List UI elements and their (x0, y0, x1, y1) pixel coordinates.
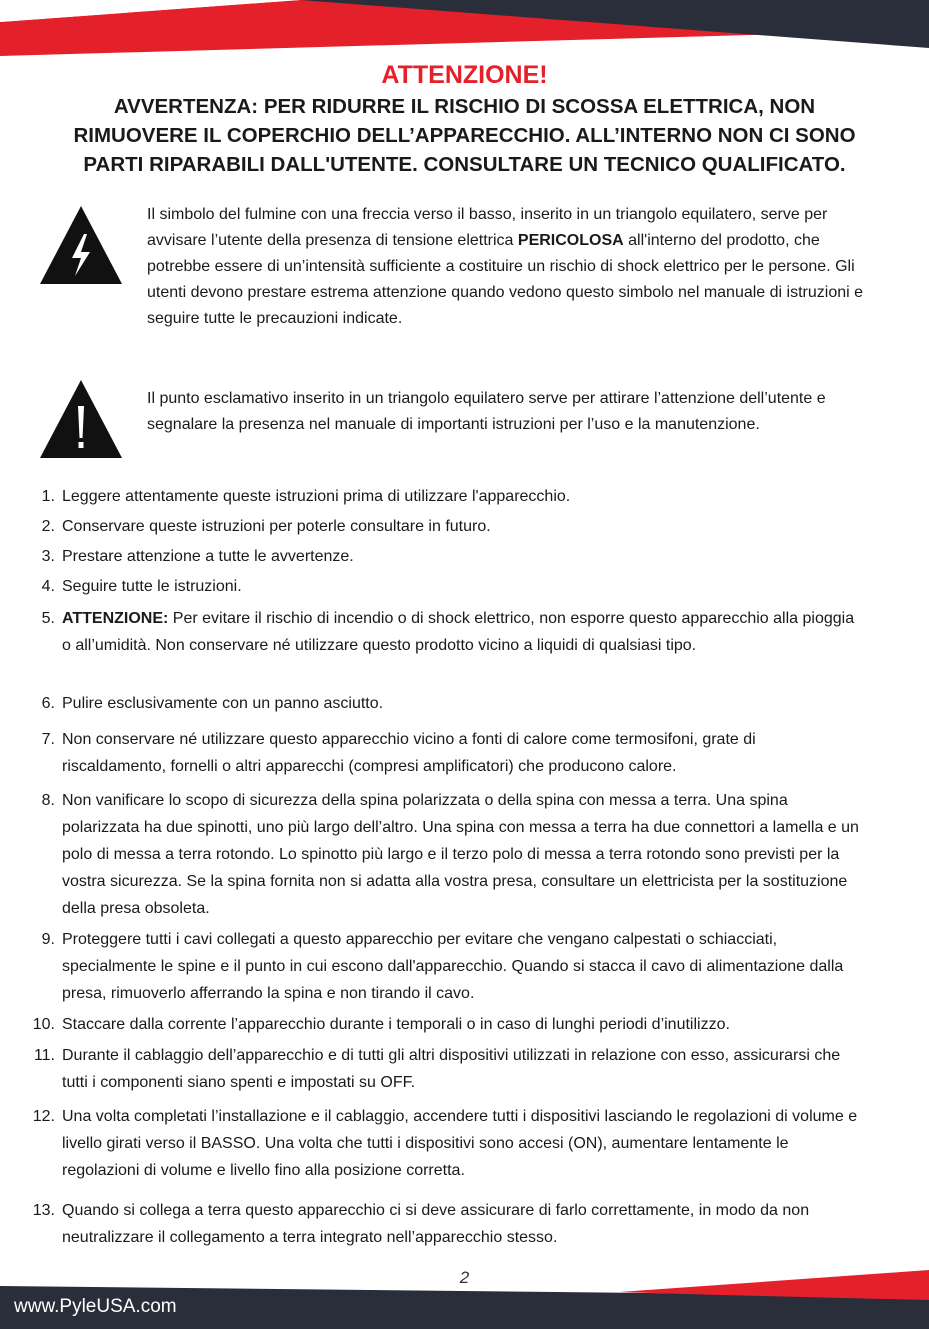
item-number: 12. (32, 1108, 55, 1125)
warning-line: PARTI RIPARABILI DALL'UTENTE. CONSULTARE UN TECNICO QUALIFICATO. (83, 153, 846, 176)
item-text: Leggere attentamente queste istruzioni prima di utilizzare l'apparecchio. (62, 488, 571, 505)
item-number: 2. (41, 518, 55, 535)
top-decorative-band (0, 0, 929, 60)
list-item (32, 1011, 862, 1038)
item-number: 8. (41, 792, 55, 809)
warning-heading (30, 92, 899, 179)
item-text: Pulire esclusivamente con un panno asciutto. (62, 695, 384, 712)
list-item (41, 926, 862, 1007)
item-text: Quando si collega a terra questo apparecchio ci si deve assicurare di farlo correttamente, in modo da non neutralizzare il collegamento a terra integrato nell’apparecchio stesso. (62, 1202, 810, 1246)
list-item (41, 513, 862, 540)
list-item (41, 573, 862, 600)
list-item (41, 543, 862, 570)
item-text: Prestare attenzione a tutte le avvertenze. (62, 548, 354, 565)
page-number: 2 (459, 1268, 470, 1287)
exclamation-warning-icon (40, 380, 122, 458)
item-number: 6. (41, 695, 55, 712)
description-bold-text: PERICOLOSA (517, 232, 624, 249)
list-item (33, 1042, 862, 1096)
list-item (41, 605, 862, 659)
item-text: Conservare queste istruzioni per poterle consultare in futuro. (62, 518, 491, 535)
website-link[interactable]: www.PyleUSA.com (14, 1296, 177, 1317)
warning-line: AVVERTENZA: PER RIDURRE IL RISCHIO DI SCOSSA ELETTRICA, NON (113, 95, 816, 118)
lightning-symbol-description (147, 202, 877, 332)
item-number: 11. (33, 1047, 55, 1064)
list-item (32, 1103, 862, 1184)
item-bold-label: ATTENZIONE: (62, 610, 169, 627)
item-text: Per evitare il rischio di incendio o di shock elettrico, non esporre questo apparecchio alla pioggia o all’umidità. Non conservare né utilizzare questo prodotto vicino a liquidi di qualsiasi tipo. (62, 610, 855, 654)
item-number: 4. (41, 578, 55, 595)
list-item (41, 483, 862, 510)
item-text: Non vanificare lo scopo di sicurezza della spina polarizzata o della spina con messa a terra. Una spina polarizzata ha due spinotti, uno più largo dell’altro. Una spina con messa a terra ha due connettori a lamella e un polo di messa a terra rotondo. Lo spinotto più largo e il terzo polo di messa a terra rotondo sono previsti per la vostra sicurezza. Se la spina fornita non si adatta alla vostra presa, consultare un elettricista per la sostituzione della presa obsoleta. (62, 792, 859, 917)
item-number: 5. (41, 610, 55, 627)
list-item (41, 690, 862, 717)
item-text: Non conservare né utilizzare questo apparecchio vicino a fonti di calore come termosifoni, grate di riscaldamento, fornelli o altri apparecchi (compresi amplificatori) che producono calore. (62, 731, 756, 775)
exclamation-symbol-description: Il punto esclamativo inserito in un triangolo equilatero serve per attirare l’attenzione dell’utente e segnalare la presenza nel manuale di importanti istruzioni per l’uso e la manutenzione. (147, 390, 826, 433)
item-number: 13. (32, 1202, 55, 1219)
item-number: 9. (41, 931, 55, 948)
list-item (41, 726, 862, 780)
item-text: Seguire tutte le istruzioni. (62, 578, 242, 595)
description-text: all'interno del prodotto, che potrebbe essere di un’intensità sufficiente a costituire un rischio di shock elettrico per le persone. Gli utenti devono prestare estrema attenzione quando vedono questo simbolo nel manuale di istruzioni e seguire tutte le precauzioni indicate. (147, 232, 864, 327)
warning-line: RIMUOVERE IL COPERCHIO DELL’APPARECCHIO. ALL’INTERNO NON CI SONO (73, 124, 856, 147)
item-text: Una volta completati l’installazione e il cablaggio, accendere tutti i dispositivi lasciando le regolazioni di volume e livello girati verso il BASSO. Una volta che tutti i dispositivi sono accesi (ON), aumentare lentamente le regolazioni di volume e livello fino alla posizione corretta. (62, 1108, 858, 1179)
page-title: ATTENZIONE! (381, 61, 548, 89)
lightning-warning-icon (40, 206, 122, 284)
item-text: Staccare dalla corrente l’apparecchio durante i temporali o in caso di lunghi periodi d’inutilizzo. (62, 1016, 730, 1033)
item-number: 3. (41, 548, 55, 565)
list-item (32, 1197, 862, 1251)
item-text: Durante il cablaggio dell’apparecchio e di tutti gli altri dispositivi utilizzati in relazione con esso, assicurarsi che tutti i componenti siano spenti e impostati su OFF. (62, 1047, 841, 1091)
item-number: 10. (32, 1016, 55, 1033)
item-text: Proteggere tutti i cavi collegati a questo apparecchio per evitare che vengano calpestati o schiacciati, specialmente le spine e il punto in cui escono dall'apparecchio. Quando si stacca il cavo di alimentazione dalla presa, rimuoverlo afferrando la spina e non tirando il cavo. (62, 931, 844, 1002)
list-item (41, 787, 862, 922)
item-number: 7. (41, 731, 55, 748)
item-number: 1. (41, 488, 55, 505)
description-text: Il simbolo del fulmine con una freccia verso il basso, inserito in un triangolo equilatero, serve per avvisare l’utente della presenza di tensione elettrica (147, 206, 828, 249)
